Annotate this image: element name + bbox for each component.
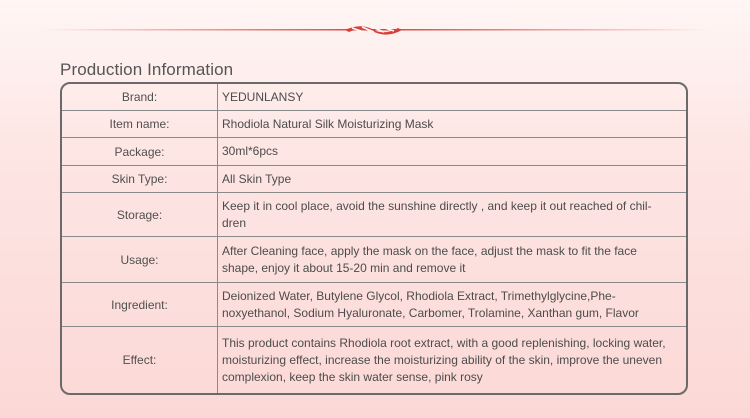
row-value: [222, 111, 686, 137]
row-value-text: Keep it in cool place, avoid the sunshine directly , and keep it out reached of chil-dren: [222, 198, 652, 230]
row-value: [222, 193, 686, 236]
table-row-storage: [62, 193, 686, 237]
row-value-text: All Skin Type: [222, 171, 292, 186]
row-value-text: Deionized Water, Butylene Glycol, Rhodiola Extract, Trimethylglycine,Phe-noxyethanol, Sodium Hyaluronate, Carbomer, Trolamine, Xanthan gum, Flavor: [222, 288, 639, 320]
table-row-brand: [62, 84, 686, 111]
row-label: Brand:: [62, 84, 218, 110]
row-value-text: YEDUNLANSY: [222, 89, 304, 104]
table-row-skin-type: [62, 166, 686, 193]
row-value: [222, 327, 686, 393]
row-value: [222, 283, 686, 326]
product-info-table: [60, 82, 688, 395]
row-value: [222, 166, 686, 192]
section-title: Production Information: [60, 60, 234, 79]
ribbon-ornament-icon: [0, 20, 750, 40]
row-value-text: After Cleaning face, apply the mask on the face, adjust the mask to fit the face shape, enjoy it about 15-20 min and remove it: [222, 243, 637, 275]
row-value-text: Rhodiola Natural Silk Moisturizing Mask: [222, 116, 434, 131]
row-label: Skin Type:: [62, 166, 218, 192]
row-label: Package:: [62, 138, 218, 165]
table-row-package: [62, 138, 686, 166]
row-value-text: 30ml*6pcs: [222, 144, 279, 158]
table-row-item-name: [62, 111, 686, 138]
row-value-text: This product contains Rhodiola root extract, with a good replenishing, locking water, moisturizing effect, increase the moisturizing ability of the skin, improve the uneven complexion, keep the skin water sense, pink rosy: [222, 335, 666, 384]
row-value: [222, 84, 686, 110]
table-row-usage: [62, 237, 686, 283]
row-label: Ingredient:: [62, 283, 218, 326]
row-value: [222, 138, 686, 165]
table-row-ingredient: [62, 283, 686, 327]
row-label: Item name:: [62, 111, 218, 137]
header-ribbon-divider: [0, 20, 750, 40]
row-label: Effect:: [62, 327, 218, 393]
table-row-effect: [62, 327, 686, 393]
row-label: Storage:: [62, 193, 218, 236]
row-label: Usage:: [62, 237, 218, 282]
row-value: [222, 237, 686, 282]
